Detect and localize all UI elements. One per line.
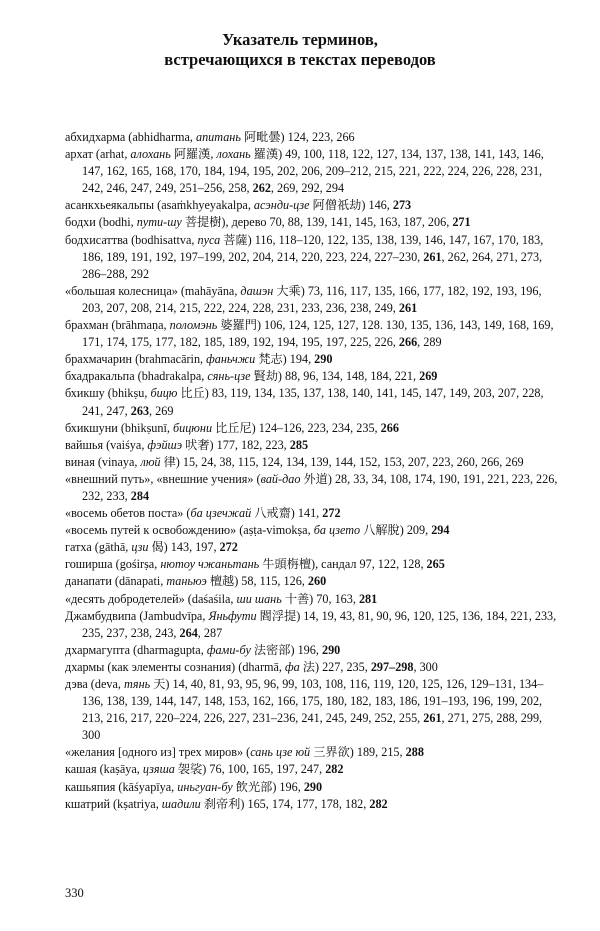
chinese-transcription: пуса (197, 232, 221, 247)
chinese-transcription: тянь (123, 677, 151, 691)
entry-text: «восемь обетов поста» ( (65, 506, 191, 521)
entry-text: 賢劫) 88, 96, 134, 148, 184, 221, (250, 369, 420, 384)
index-entry (65, 214, 563, 231)
entry-text: «восемь путей к освобождению» (aṣṭa-vimokṣa, (65, 523, 314, 538)
entry-text: «десять добродетелей» (daśaśila, (65, 591, 237, 606)
entry-text: 比丘) 83, 119, 134, 135, 137, 138, 140, 141, 145, 147, 149, 203, 207, 228, 241, 247, (82, 386, 544, 418)
main-page-reference: 285 (289, 437, 309, 452)
index-entry (65, 385, 563, 419)
entry-text: , 289 (417, 335, 442, 350)
index-entry (65, 676, 563, 744)
chinese-transcription: пути-шу (136, 215, 182, 230)
main-page-reference: 262 (252, 181, 271, 196)
main-page-reference: 269 (419, 369, 438, 384)
index-entry (65, 420, 563, 437)
chinese-transcription: нютоу чжаньтань (160, 557, 260, 572)
index-entry (65, 761, 563, 778)
entry-text: 菩薩) 116, 118–120, 122, 135, 138, 139, 146, 147, 167, 170, 183, 186, 189, 191, 192, 197–199, 202, 204, 214, 220, 223, 224, 227–230, (82, 232, 544, 264)
entry-text: кашая (kaṣāya, (65, 762, 143, 777)
entry-text: 袈裟) 76, 100, 165, 197, 247, (174, 762, 326, 777)
main-page-reference: 290 (321, 642, 341, 657)
index-entry (65, 779, 563, 796)
entry-text: «большая колесница» (mahāyāna, (65, 283, 241, 298)
index-entry (65, 505, 563, 522)
main-page-reference: 265 (426, 557, 445, 572)
entry-text: 大乘) 73, 116, 117, 135, 166, 177, 182, 192, 193, 196, 203, 207, 208, 214, 215, 222, 224, 228, 231, 233, 236, 238, 249, (82, 283, 542, 315)
title-line-1: Указатель терминов, (222, 30, 378, 49)
entry-text: «желания [одного из] трех миров» ( (65, 745, 251, 760)
entry-text: , 269, 292, 294 (270, 181, 345, 196)
index-entry (65, 659, 563, 676)
entry-text: , 271, 275, 288, 299, 300 (82, 711, 543, 743)
chinese-transcription: цзяша (142, 762, 175, 777)
index-entry (65, 642, 563, 659)
entry-text: 比丘尼) 124–126, 223, 234, 235, (212, 420, 381, 435)
chinese-transcription: фэйшэ (147, 437, 183, 452)
title-line-2: встречающихся в текстах переводов (164, 50, 436, 69)
entry-text: 阿毗曇) 124, 223, 266 (240, 130, 355, 144)
entry-text: асанкхьеякальпы (asaṁkhyeyakalpa, (65, 198, 254, 213)
entry-text: архат (arhat, (65, 147, 131, 162)
page-title (0, 30, 600, 70)
entry-text: брахман (brāhmaṇa, (65, 318, 170, 333)
index-entry (65, 744, 563, 761)
index-entry (65, 129, 563, 146)
entry-text: 梵志) 194, (255, 352, 315, 367)
entry-text: 刹帝利) 165, 174, 177, 178, 182, (200, 796, 370, 811)
entry-text: 三界欲) 189, 215, (310, 745, 406, 760)
main-page-reference: 282 (325, 762, 344, 777)
entry-text: гоширша (gośirṣa, (65, 557, 161, 572)
index-entry (65, 591, 563, 608)
entry-text: 飲光部) 196, (232, 779, 304, 794)
chinese-transcription: ба цзето (313, 523, 361, 538)
index-entry (65, 283, 563, 317)
main-page-reference: 297–298 (370, 659, 414, 674)
entry-text: дхармы (как элементы сознания) (dharmā, (65, 659, 285, 674)
entry-text: 婆羅門) 106, 124, 125, 127, 128. 130, 135, 136, 143, 149, 168, 169, 171, 174, 175, 177, 182, 185, 189, 192, 194, 195, 197, 225, 226, (82, 318, 554, 350)
chinese-transcription: сянь-цзе (207, 369, 251, 384)
chinese-transcription: бицю (150, 386, 178, 401)
chinese-transcription: апитань (195, 130, 241, 144)
entry-text: 八解脫) 209, (360, 523, 432, 538)
chinese-transcription: дашэн (240, 283, 274, 298)
chinese-transcription: Яньфути (208, 608, 257, 623)
entry-text: 外道) 28, 33, 34, 108, 174, 190, 191, 221, 223, 226, 232, 233, (82, 471, 558, 503)
index-entry (65, 351, 563, 368)
chinese-transcription: ба цзечжай (190, 506, 252, 521)
entry-text: виная (vinaya, (65, 454, 141, 469)
entry-text: 阿羅漢, (170, 147, 217, 162)
index-entry (65, 317, 563, 351)
entry-text: , 269 (149, 403, 174, 418)
entry-text: бодхисаттва (bodhisattva, (65, 232, 198, 247)
main-page-reference: 290 (303, 779, 323, 794)
main-page-reference: 288 (405, 745, 424, 760)
entry-text: , 262, 264, 271, 273, 286–288, 292 (82, 249, 543, 281)
chinese-transcription: лохань (216, 147, 251, 162)
index-entry (65, 232, 563, 283)
entry-text: 檀越) 58, 115, 126, (206, 574, 308, 589)
entry-text: «внешний путь», «внешние учения» ( (65, 471, 261, 486)
main-page-reference: 290 (314, 352, 333, 367)
entry-text: дэва (deva, (65, 677, 124, 691)
index-entry (65, 522, 563, 539)
entry-text: Джамбудвипа (Jambudvīpa, (65, 608, 209, 623)
chinese-transcription: иньгуан-бу (177, 779, 233, 794)
index-entry (65, 471, 563, 505)
chinese-transcription: сань цзе юй (250, 745, 311, 760)
index-entry (65, 146, 563, 197)
entry-text: 法密部) 196, (250, 642, 322, 657)
main-page-reference: 284 (130, 488, 150, 503)
entry-text: бхадракальпа (bhadrakalpa, (65, 369, 208, 384)
main-page-reference: 261 (398, 300, 418, 315)
chinese-transcription: ши шань (236, 591, 282, 606)
entry-text: гатха (gāthā, (65, 540, 132, 555)
chinese-transcription: фа (284, 659, 300, 674)
main-page-reference: 282 (369, 796, 388, 811)
entry-text: , 287 (197, 625, 223, 640)
chinese-transcription: бицюни (172, 420, 213, 435)
entry-text: 偈) 143, 197, (148, 540, 220, 555)
main-page-reference: 264 (179, 625, 198, 640)
index-entry (65, 197, 563, 214)
index-entry (65, 556, 563, 573)
main-page-reference: 263 (130, 403, 150, 418)
index-entry (65, 796, 563, 813)
entry-text: 菩提樹), дерево 70, 88, 139, 141, 145, 163, 187, 206, (181, 215, 453, 230)
index-entry (65, 573, 563, 590)
entry-text: 天) 14, 40, 81, 93, 95, 96, 99, 103, 108, 116, 119, 120, 125, 126, 129–131, 134–136, 138, 139, 144, 147, 148, 153, 162, 166, 175, 180, 182, 183, 186, 191–193, 196, 199, 202, 213, 216, 217, 220–224, 226, 227, 231–236, 241, 245, 249, 252, 255, (82, 677, 544, 726)
chinese-transcription: таньюэ (166, 574, 207, 589)
entry-text: 律) 15, 24, 38, 115, 124, 134, 139, 144, 152, 153, 207, 223, 260, 266, 269 (160, 454, 524, 469)
chinese-transcription: фами-бу (206, 642, 251, 657)
chinese-transcription: шадили (161, 796, 201, 811)
index-entry (65, 539, 563, 556)
entry-text: 阿僧祇劫) 146, (309, 198, 393, 213)
entry-text: , 300 (413, 659, 438, 674)
entry-text: 吠奢) 177, 182, 223, (182, 437, 290, 452)
entry-text: данапати (dānapati, (65, 574, 167, 589)
chinese-transcription: цзи (131, 540, 149, 555)
entry-text: 八戒齋) 141, (251, 506, 323, 521)
index-entry (65, 608, 563, 642)
entry-text: бхикшуни (bhikṣunī, (65, 420, 173, 435)
chinese-transcription: асэнди-цзе (253, 198, 310, 213)
main-page-reference: 261 (423, 711, 442, 726)
term-index-list (65, 129, 563, 813)
entry-text: брахмачарин (brahmacārin, (65, 352, 207, 367)
main-page-reference: 261 (423, 249, 442, 264)
chinese-transcription: фаньчжи (206, 352, 256, 367)
main-page-reference: 281 (358, 591, 378, 606)
index-entry (65, 368, 563, 385)
chinese-transcription: вай-дао (260, 471, 301, 486)
chinese-transcription: поломэнь (169, 318, 218, 333)
main-page-reference: 271 (452, 215, 471, 230)
entry-text: 法) 227, 235, (299, 659, 371, 674)
chinese-transcription: алохань (130, 147, 171, 162)
index-entry (65, 454, 563, 471)
entry-text: кашьяпия (kāśyapīya, (65, 779, 178, 794)
entry-text: абхидхарма (abhidharma, (65, 130, 196, 144)
main-page-reference: 272 (322, 506, 341, 521)
entry-text: вайшья (vaiśya, (65, 437, 148, 452)
entry-text: 閻浮提) 14, 19, 43, 81, 90, 96, 120, 125, 136, 184, 221, 233, 235, 237, 238, 243, (82, 608, 557, 640)
entry-text: 牛頭栴檀), сандал 97, 122, 128, (259, 557, 427, 572)
chinese-transcription: люй (140, 454, 161, 469)
main-page-reference: 266 (380, 420, 399, 435)
page-number: 330 (65, 886, 84, 900)
entry-text: дхармагупта (dharmagupta, (65, 642, 207, 657)
entry-text: бодхи (bodhi, (65, 215, 137, 230)
index-entry (65, 437, 563, 454)
entry-text: кшатрий (kṣatriya, (65, 796, 162, 811)
main-page-reference: 272 (219, 540, 238, 555)
entry-text: 十善) 70, 163, (281, 591, 359, 606)
main-page-reference: 266 (398, 335, 418, 350)
entry-text: бхикшу (bhikṣu, (65, 386, 151, 401)
main-page-reference: 294 (431, 523, 450, 538)
main-page-reference: 260 (307, 574, 327, 589)
entry-text: 羅漢) 49, 100, 118, 122, 127, 134, 137, 138, 141, 143, 146, 147, 162, 165, 168, 170, 184, 194, 195, 202, 206, 209–212, 215, 221, 222, 224, 226, 228, 231, 242, 246, 247, 249, 251–256, 258, (82, 147, 544, 196)
main-page-reference: 273 (392, 198, 412, 213)
